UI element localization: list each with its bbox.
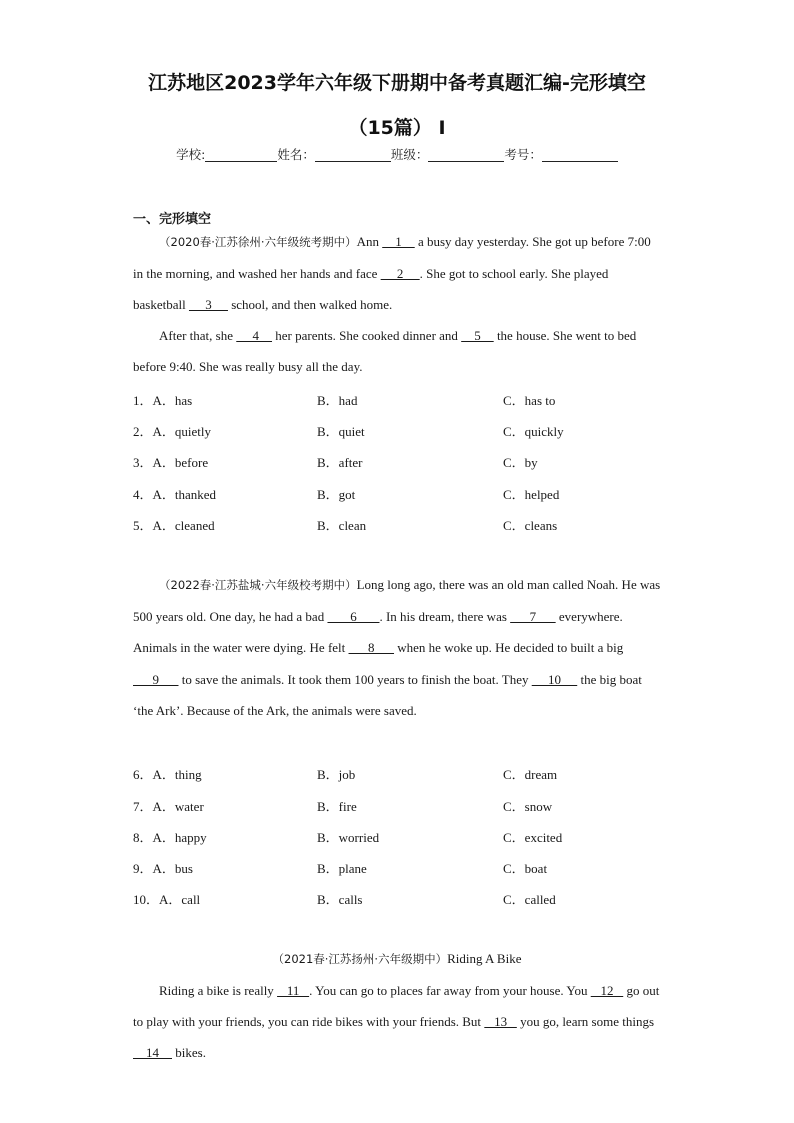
blank-11: 11 bbox=[277, 983, 310, 998]
page-title: 江苏地区2023学年六年级下册期中备考真题汇编-完形填空 bbox=[148, 72, 646, 94]
passage-text: a busy day yesterday. She got up before 7:00 in the morning, and washed her hands and face bbox=[133, 234, 651, 282]
blank-3: 3 bbox=[188, 297, 228, 313]
number-label: 考号： bbox=[504, 147, 542, 162]
page-subtitle: （15篇） I bbox=[348, 117, 446, 139]
passage-text: Riding a bike is really bbox=[159, 983, 278, 998]
blank-13: 13 bbox=[484, 1014, 517, 1030]
question-8-option-a: 8．A．happy bbox=[133, 830, 207, 845]
blank-5: 5 bbox=[461, 328, 494, 343]
passage-1-paragraph-1 bbox=[133, 226, 663, 321]
passage-3-source: （2021春·江苏扬州·六年级期中） bbox=[272, 952, 448, 966]
passage-text: to save the animals. It took them 100 years to finish the boat. They bbox=[178, 671, 532, 687]
question-10-option-b: B．calls bbox=[317, 892, 363, 907]
school-blank[interactable] bbox=[205, 147, 277, 162]
blank-1: 1 bbox=[382, 234, 415, 249]
question-1-option-c: C．has to bbox=[503, 393, 556, 408]
passage-text: Long long ago, there was an old man called Noah. He was 500 years old. One day, he had a bad bbox=[133, 577, 661, 625]
passage-text: bikes. bbox=[172, 1045, 206, 1061]
question-6-option-b: B．job bbox=[317, 767, 356, 782]
passage-text: everywhere. Animals in the water were dying. He felt bbox=[133, 609, 623, 656]
question-6-option-c: C．dream bbox=[503, 767, 558, 782]
school-label: 学校: bbox=[176, 147, 206, 162]
question-3-option-a: 3．A．before bbox=[133, 455, 209, 470]
question-7-option-a: 7．A．water bbox=[133, 799, 204, 814]
student-info-line bbox=[0, 145, 794, 163]
question-2-option-a: 2．A．quietly bbox=[133, 424, 212, 439]
passage-3-heading bbox=[0, 951, 794, 967]
question-3-option-c: C．by bbox=[503, 455, 538, 470]
question-9-option-a: 9．A．bus bbox=[133, 861, 193, 876]
name-blank[interactable] bbox=[315, 147, 391, 162]
question-5-option-a: 5．A．cleaned bbox=[133, 518, 215, 533]
question-1-option-a: 1．A．has bbox=[133, 393, 193, 408]
section-title: 一、完形填空 bbox=[133, 212, 212, 227]
passage-text: the house. She went to bed before 9:40. She was really busy all the day. bbox=[133, 328, 637, 375]
passage-text: Ann bbox=[356, 234, 383, 249]
blank-9: 9 bbox=[133, 671, 179, 687]
blank-8: 8 bbox=[348, 640, 395, 656]
question-3-option-b: B．after bbox=[317, 455, 363, 470]
question-2-option-c: C．quickly bbox=[503, 424, 564, 439]
class-blank[interactable] bbox=[428, 147, 504, 162]
blank-14: 14 bbox=[133, 1045, 172, 1061]
question-9-option-b: B．plane bbox=[317, 861, 367, 876]
number-blank[interactable] bbox=[542, 147, 618, 162]
passage-1-source: （2020春·江苏徐州·六年级统考期中） bbox=[159, 235, 357, 249]
question-5-option-b: B．clean bbox=[317, 518, 367, 533]
class-label: 班级： bbox=[390, 147, 429, 162]
question-8-option-c: C．excited bbox=[503, 830, 563, 845]
question-10-option-a: 10．A．call bbox=[133, 892, 201, 907]
passage-text: the big boat ‘the Ark’. Because of the Ark, the animals were saved. bbox=[133, 671, 642, 718]
blank-6: 6 bbox=[327, 609, 380, 625]
blank-12: 12 bbox=[590, 983, 624, 998]
blank-10: 10 bbox=[531, 671, 578, 687]
question-9-option-c: C．boat bbox=[503, 861, 548, 876]
question-8-option-b: B．worried bbox=[317, 830, 380, 845]
blank-7: 7 bbox=[510, 609, 556, 625]
blank-4: 4 bbox=[236, 328, 273, 343]
passage-text: her parents. She cooked dinner and bbox=[272, 328, 462, 343]
passage-text: go out to play with your friends, you can ride bikes with your friends. But bbox=[133, 983, 660, 1030]
name-label: 姓名： bbox=[277, 147, 315, 162]
question-6-option-a: 6．A．thing bbox=[133, 767, 202, 782]
question-5-option-c: C．cleans bbox=[503, 518, 558, 533]
passage-3-paragraph bbox=[133, 975, 663, 1069]
question-1-option-b: B．had bbox=[317, 393, 358, 408]
question-7-option-c: C．snow bbox=[503, 799, 553, 814]
question-2-option-b: B．quiet bbox=[317, 424, 365, 439]
passage-text: school, and then walked home. bbox=[227, 297, 393, 313]
passage-2-source: （2022春·江苏盐城·六年级校考期中） bbox=[159, 578, 357, 592]
question-4-option-b: B．got bbox=[317, 487, 356, 502]
passage-3-title: Riding A Bike bbox=[447, 951, 522, 966]
passage-1-paragraph-2 bbox=[133, 320, 663, 382]
question-7-option-b: B．fire bbox=[317, 799, 357, 814]
passage-text: . You can go to places far away from your house. You bbox=[309, 983, 591, 998]
passage-text: . In his dream, there was bbox=[379, 609, 511, 625]
blank-2: 2 bbox=[380, 266, 420, 282]
passage-text: . She got to school early. She played basketball bbox=[133, 266, 609, 313]
passage-text: After that, she bbox=[159, 328, 237, 343]
question-10-option-c: C．called bbox=[503, 892, 556, 907]
passage-text: when he woke up. He decided to built a big bbox=[394, 640, 624, 656]
question-4-option-a: 4．A．thanked bbox=[133, 487, 217, 502]
question-4-option-c: C．helped bbox=[503, 487, 560, 502]
passage-2-paragraph bbox=[133, 569, 663, 726]
passage-text: you go, learn some things bbox=[516, 1014, 655, 1030]
